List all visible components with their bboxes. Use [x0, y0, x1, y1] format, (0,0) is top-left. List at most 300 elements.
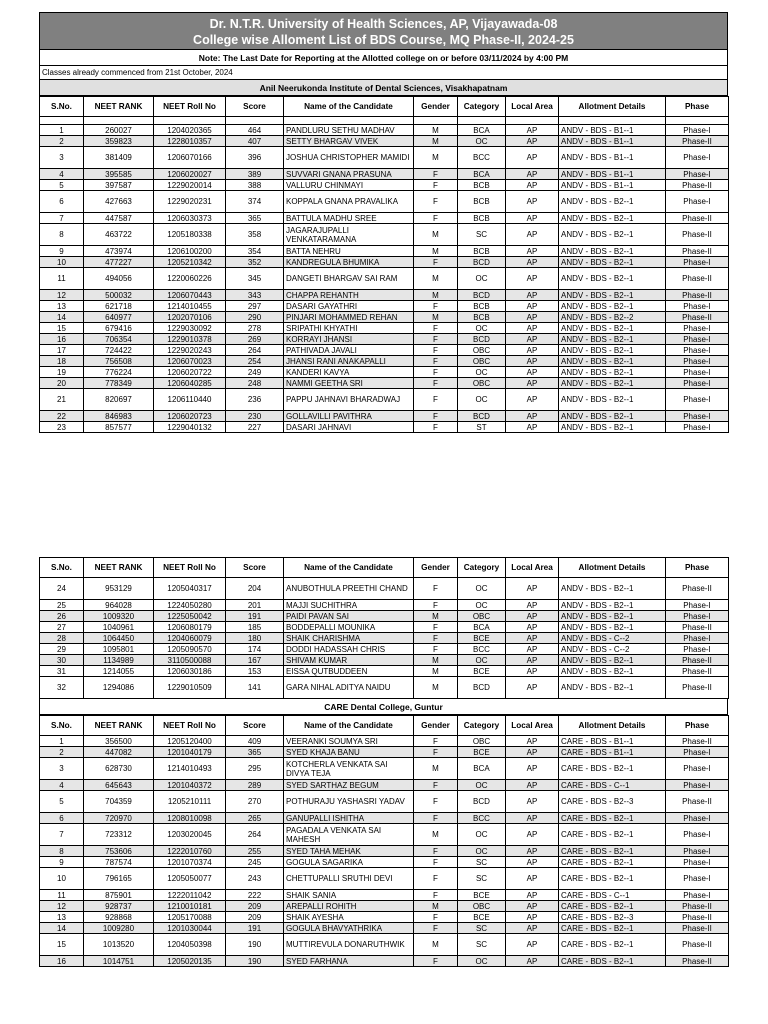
- table-row: [40, 934, 729, 956]
- table-row: [40, 846, 729, 857]
- local-area-header: Local Area: [506, 716, 559, 736]
- candidate-name-cell: BATTA NEHRU: [284, 246, 414, 257]
- candidate-name-cell: PANDLURU SETHU MADHAV: [284, 125, 414, 136]
- neet-rank-cell: 628730: [84, 758, 154, 780]
- category-cell: BCE: [458, 633, 506, 644]
- sno-cell: 18: [40, 356, 84, 367]
- score-cell: 191: [226, 611, 284, 622]
- score-cell: 290: [226, 312, 284, 323]
- neet-rank-cell: 706354: [84, 334, 154, 345]
- roll-no-cell: 1205210342: [154, 257, 226, 268]
- score-cell: 365: [226, 747, 284, 758]
- roll-no-cell: 1220060226: [154, 268, 226, 290]
- candidate-name-cell: JAGARAJUPALLI VENKATARAMANA: [284, 224, 414, 246]
- candidate-name-cell: DODDI HADASSAH CHRIS: [284, 644, 414, 655]
- neet-rank-cell: 776224: [84, 367, 154, 378]
- score-cell: 407: [226, 136, 284, 147]
- allotment-table: [39, 557, 729, 699]
- roll-no-cell: 1201030044: [154, 923, 226, 934]
- sno-cell: 27: [40, 622, 84, 633]
- candidate-name-cell: BATTULA MADHU SREE: [284, 213, 414, 224]
- spacer-cell: [666, 117, 729, 125]
- table-row: [40, 136, 729, 147]
- sno-cell: 1: [40, 736, 84, 747]
- roll-no-cell: 1208010098: [154, 813, 226, 824]
- neet-rank-cell: 447587: [84, 213, 154, 224]
- sno-cell: 11: [40, 268, 84, 290]
- sno-cell: 17: [40, 345, 84, 356]
- score-cell: 396: [226, 147, 284, 169]
- phase-cell: Phase-I: [666, 301, 729, 312]
- candidate-name-cell: MUTTIREVULA DONARUTHWIK: [284, 934, 414, 956]
- gender-cell: F: [414, 846, 458, 857]
- local-area-cell: AP: [506, 868, 559, 890]
- candidate-name-cell: PINJARI MOHAMMED REHAN: [284, 312, 414, 323]
- neet-rank-cell: 1134989: [84, 655, 154, 666]
- candidate-name-cell: JOSHUA CHRISTOPHER MAMIDI: [284, 147, 414, 169]
- category-cell: SC: [458, 857, 506, 868]
- roll-no-cell: 1206030373: [154, 213, 226, 224]
- roll-no-cell: 1204020365: [154, 125, 226, 136]
- sno-cell: 16: [40, 334, 84, 345]
- category-cell: BCD: [458, 411, 506, 422]
- candidate-name-cell: EISSA QUTBUDDEEN: [284, 666, 414, 677]
- local-area-cell: AP: [506, 367, 559, 378]
- neet-rank-cell: 704359: [84, 791, 154, 813]
- local-area-cell: AP: [506, 356, 559, 367]
- sno-cell: 24: [40, 578, 84, 600]
- category-cell: OC: [458, 600, 506, 611]
- category-cell: OC: [458, 367, 506, 378]
- phase-cell: Phase-II: [666, 666, 729, 677]
- local-area-cell: AP: [506, 301, 559, 312]
- category-cell: BCD: [458, 257, 506, 268]
- score-cell: 243: [226, 868, 284, 890]
- local-area-cell: AP: [506, 890, 559, 901]
- roll-no-cell: 1201040179: [154, 747, 226, 758]
- table-row: [40, 191, 729, 213]
- roll-no-cell: 1228010357: [154, 136, 226, 147]
- roll-no-cell: 1206020723: [154, 411, 226, 422]
- candidate-name-cell: KORRAYI JHANSI: [284, 334, 414, 345]
- roll-no-cell: 1206070166: [154, 147, 226, 169]
- category-cell: BCB: [458, 246, 506, 257]
- table-row: [40, 422, 729, 433]
- phase-cell: Phase-II: [666, 246, 729, 257]
- score-cell: 358: [226, 224, 284, 246]
- allotment-cell: CARE - BDS - B2--1: [559, 923, 666, 934]
- candidate-name-cell: BODDEPALLI MOUNIKA: [284, 622, 414, 633]
- neet-rank-cell: 356500: [84, 736, 154, 747]
- category-cell: SC: [458, 224, 506, 246]
- allotment-cell: CARE - BDS - B1--1: [559, 736, 666, 747]
- allotment-cell: ANDV - BDS - B2--1: [559, 378, 666, 389]
- phase-cell: Phase-I: [666, 389, 729, 411]
- college-name: Anil Neerukonda Institute of Dental Sciences, Visakhapatnam: [39, 80, 728, 96]
- allotment-cell: ANDV - BDS - B2--1: [559, 334, 666, 345]
- candidate-name-cell: GOLLAVILLI PAVITHRA: [284, 411, 414, 422]
- sno-cell: 8: [40, 224, 84, 246]
- sno-cell: 12: [40, 901, 84, 912]
- table-header-row: [40, 97, 729, 117]
- phase-cell: Phase-I: [666, 857, 729, 868]
- neet-rank-cell: 724422: [84, 345, 154, 356]
- gender-cell: M: [414, 655, 458, 666]
- allotment-cell: ANDV - BDS - B2--1: [559, 389, 666, 411]
- sno-cell: 25: [40, 600, 84, 611]
- document-header: [39, 12, 728, 50]
- gender-header: Gender: [414, 558, 458, 578]
- gender-cell: F: [414, 923, 458, 934]
- category-cell: BCB: [458, 191, 506, 213]
- category-cell: SC: [458, 934, 506, 956]
- table-row: [40, 125, 729, 136]
- neet-rank-cell: 753606: [84, 846, 154, 857]
- gender-cell: F: [414, 890, 458, 901]
- score-cell: 222: [226, 890, 284, 901]
- roll-no-cell: 1203020045: [154, 824, 226, 846]
- score-cell: 289: [226, 780, 284, 791]
- table-row: [40, 169, 729, 180]
- table-row: [40, 747, 729, 758]
- roll-no-cell: 1225050042: [154, 611, 226, 622]
- candidate-name-cell: SRIPATHI KHYATHI: [284, 323, 414, 334]
- neet-rank-cell: 778349: [84, 378, 154, 389]
- score-cell: 141: [226, 677, 284, 699]
- local-area-cell: AP: [506, 934, 559, 956]
- sno-cell: 7: [40, 213, 84, 224]
- phase-cell: Phase-II: [666, 312, 729, 323]
- table-row: [40, 758, 729, 780]
- phase-cell: Phase-II: [666, 213, 729, 224]
- table-row: [40, 345, 729, 356]
- roll-no-header: NEET Roll No: [154, 716, 226, 736]
- candidate-name-cell: PAGADALA VENKATA SAI MAHESH: [284, 824, 414, 846]
- list-title: College wise Alloment List of BDS Course, MQ Phase-II, 2024-25: [193, 33, 574, 47]
- table-row: [40, 677, 729, 699]
- sno-cell: 5: [40, 791, 84, 813]
- phase-cell: Phase-II: [666, 180, 729, 191]
- score-cell: 409: [226, 736, 284, 747]
- candidate-name-cell: DANGETI BHARGAV SAI RAM: [284, 268, 414, 290]
- score-cell: 343: [226, 290, 284, 301]
- sno-cell: 13: [40, 912, 84, 923]
- score-cell: 254: [226, 356, 284, 367]
- score-cell: 354: [226, 246, 284, 257]
- allotment-cell: ANDV - BDS - B2--2: [559, 312, 666, 323]
- sno-cell: 11: [40, 890, 84, 901]
- allotment-cell: ANDV - BDS - B2--1: [559, 323, 666, 334]
- gender-cell: F: [414, 622, 458, 633]
- category-cell: BCE: [458, 747, 506, 758]
- neet-rank-cell: 928737: [84, 901, 154, 912]
- score-cell: 297: [226, 301, 284, 312]
- local-area-cell: AP: [506, 824, 559, 846]
- phase-header: Phase: [666, 558, 729, 578]
- gender-cell: F: [414, 334, 458, 345]
- category-cell: OC: [458, 655, 506, 666]
- table-row: [40, 411, 729, 422]
- phase-cell: Phase-II: [666, 578, 729, 600]
- phase-cell: Phase-I: [666, 633, 729, 644]
- allotment-cell: ANDV - BDS - B2--1: [559, 290, 666, 301]
- allotment-cell: ANDV - BDS - B2--1: [559, 611, 666, 622]
- phase-cell: Phase-II: [666, 934, 729, 956]
- score-cell: 265: [226, 813, 284, 824]
- category-header: Category: [458, 97, 506, 117]
- local-area-cell: AP: [506, 912, 559, 923]
- college-name: CARE Dental College, Guntur: [39, 699, 728, 715]
- candidate-name-cell: KOPPALA GNANA PRAVALIKA: [284, 191, 414, 213]
- gender-cell: F: [414, 389, 458, 411]
- neet-rank-cell: 723312: [84, 824, 154, 846]
- category-cell: BCC: [458, 644, 506, 655]
- local-area-cell: AP: [506, 312, 559, 323]
- neet-rank-cell: 964028: [84, 600, 154, 611]
- gender-cell: M: [414, 268, 458, 290]
- category-cell: ST: [458, 422, 506, 433]
- table-header-row: [40, 716, 729, 736]
- candidate-name-cell: JHANSI RANI ANAKAPALLI: [284, 356, 414, 367]
- roll-no-cell: 1214010493: [154, 758, 226, 780]
- score-cell: 388: [226, 180, 284, 191]
- gender-header: Gender: [414, 97, 458, 117]
- gender-cell: M: [414, 901, 458, 912]
- sno-header: S.No.: [40, 716, 84, 736]
- sno-cell: 26: [40, 611, 84, 622]
- gender-cell: F: [414, 356, 458, 367]
- local-area-cell: AP: [506, 747, 559, 758]
- phase-cell: Phase-I: [666, 334, 729, 345]
- allotment-cell: CARE - BDS - B2--1: [559, 934, 666, 956]
- gender-cell: M: [414, 246, 458, 257]
- roll-no-cell: 3110500088: [154, 655, 226, 666]
- local-area-cell: AP: [506, 600, 559, 611]
- phase-cell: Phase-I: [666, 323, 729, 334]
- roll-no-cell: 1205040317: [154, 578, 226, 600]
- category-cell: BCE: [458, 666, 506, 677]
- allotment-cell: ANDV - BDS - B1--1: [559, 180, 666, 191]
- phase-cell: Phase-II: [666, 901, 729, 912]
- local-area-cell: AP: [506, 578, 559, 600]
- local-area-cell: AP: [506, 345, 559, 356]
- candidate-name-cell: SHAIK CHARISHMA: [284, 633, 414, 644]
- neet-rank-cell: 1013520: [84, 934, 154, 956]
- score-cell: 245: [226, 857, 284, 868]
- score-header: Score: [226, 716, 284, 736]
- sno-cell: 22: [40, 411, 84, 422]
- gender-cell: M: [414, 758, 458, 780]
- roll-no-cell: 1205120400: [154, 736, 226, 747]
- spacer-cell: [458, 117, 506, 125]
- candidate-name-cell: PAPPU JAHNAVI BHARADWAJ: [284, 389, 414, 411]
- allotment-cell: ANDV - BDS - B2--1: [559, 301, 666, 312]
- category-cell: SC: [458, 868, 506, 890]
- candidate-name-cell: SYED SARTHAZ BEGUM: [284, 780, 414, 791]
- sno-cell: 9: [40, 246, 84, 257]
- phase-header: Phase: [666, 97, 729, 117]
- roll-no-cell: 1229030092: [154, 323, 226, 334]
- candidate-name-cell: NAMMI GEETHA SRI: [284, 378, 414, 389]
- sno-cell: 10: [40, 257, 84, 268]
- candidate-name-header: Name of the Candidate: [284, 558, 414, 578]
- gender-cell: F: [414, 257, 458, 268]
- sno-cell: 23: [40, 422, 84, 433]
- allotment-cell: ANDV - BDS - B2--1: [559, 345, 666, 356]
- score-cell: 345: [226, 268, 284, 290]
- neet-rank-cell: 473974: [84, 246, 154, 257]
- neet-rank-cell: 756508: [84, 356, 154, 367]
- neet-rank-header: NEET RANK: [84, 716, 154, 736]
- score-cell: 230: [226, 411, 284, 422]
- allotment-cell: ANDV - BDS - B2--1: [559, 666, 666, 677]
- neet-rank-cell: 621718: [84, 301, 154, 312]
- candidate-name-cell: CHETTUPALLI SRUTHI DEVI: [284, 868, 414, 890]
- local-area-cell: AP: [506, 213, 559, 224]
- phase-cell: Phase-II: [666, 622, 729, 633]
- gender-cell: F: [414, 301, 458, 312]
- sno-cell: 3: [40, 147, 84, 169]
- sno-cell: 14: [40, 312, 84, 323]
- table-row: [40, 356, 729, 367]
- category-header: Category: [458, 716, 506, 736]
- allotment-cell: ANDV - BDS - B2--1: [559, 600, 666, 611]
- local-area-cell: AP: [506, 378, 559, 389]
- local-area-cell: AP: [506, 655, 559, 666]
- gender-cell: F: [414, 600, 458, 611]
- candidate-name-cell: GOGULA BHAVYATHRIKA: [284, 923, 414, 934]
- category-cell: OC: [458, 578, 506, 600]
- sno-cell: 30: [40, 655, 84, 666]
- table-row: [40, 824, 729, 846]
- gender-cell: M: [414, 312, 458, 323]
- phase-cell: Phase-II: [666, 923, 729, 934]
- table-row: [40, 857, 729, 868]
- neet-rank-cell: 640977: [84, 312, 154, 323]
- gender-cell: F: [414, 411, 458, 422]
- score-cell: 264: [226, 824, 284, 846]
- neet-rank-cell: 260027: [84, 125, 154, 136]
- local-area-cell: AP: [506, 677, 559, 699]
- roll-no-cell: 1229020243: [154, 345, 226, 356]
- roll-no-cell: 1205170088: [154, 912, 226, 923]
- category-cell: BCD: [458, 290, 506, 301]
- local-area-cell: AP: [506, 246, 559, 257]
- roll-no-cell: 1214010455: [154, 301, 226, 312]
- candidate-name-header: Name of the Candidate: [284, 716, 414, 736]
- local-area-cell: AP: [506, 791, 559, 813]
- candidate-name-cell: POTHURAJU YASHASRI YADAV: [284, 791, 414, 813]
- allotment-cell: ANDV - BDS - B2--1: [559, 367, 666, 378]
- phase-cell: Phase-I: [666, 257, 729, 268]
- candidate-name-cell: SYED TAHA MEHAK: [284, 846, 414, 857]
- candidate-name-cell: DASARI JAHNAVI: [284, 422, 414, 433]
- neet-rank-cell: 796165: [84, 868, 154, 890]
- phase-cell: Phase-I: [666, 345, 729, 356]
- category-cell: BCA: [458, 169, 506, 180]
- spacer-cell: [226, 117, 284, 125]
- local-area-cell: AP: [506, 633, 559, 644]
- table-row: [40, 389, 729, 411]
- phase-cell: Phase-I: [666, 600, 729, 611]
- allotment-cell: ANDV - BDS - B2--1: [559, 191, 666, 213]
- spacer-cell: [40, 117, 84, 125]
- local-area-cell: AP: [506, 290, 559, 301]
- allotment-cell: CARE - BDS - B2--1: [559, 956, 666, 967]
- table-row: [40, 378, 729, 389]
- header-spacer-row: [40, 117, 729, 125]
- table-row: [40, 224, 729, 246]
- local-area-cell: AP: [506, 268, 559, 290]
- allotment-cell: CARE - BDS - B2--1: [559, 857, 666, 868]
- phase-cell: Phase-II: [666, 956, 729, 967]
- gender-cell: M: [414, 611, 458, 622]
- local-area-cell: AP: [506, 136, 559, 147]
- neet-rank-header: NEET RANK: [84, 97, 154, 117]
- allotment-cell: ANDV - BDS - B2--1: [559, 578, 666, 600]
- local-area-cell: AP: [506, 389, 559, 411]
- gender-cell: F: [414, 345, 458, 356]
- neet-rank-cell: 846983: [84, 411, 154, 422]
- neet-rank-cell: 500032: [84, 290, 154, 301]
- table-row: [40, 301, 729, 312]
- score-cell: 185: [226, 622, 284, 633]
- gender-cell: M: [414, 224, 458, 246]
- score-cell: 295: [226, 758, 284, 780]
- allotment-cell: CARE - BDS - B2--3: [559, 912, 666, 923]
- phase-cell: Phase-I: [666, 367, 729, 378]
- local-area-cell: AP: [506, 180, 559, 191]
- candidate-name-cell: SETTY BHARGAV VIVEK: [284, 136, 414, 147]
- sno-cell: 14: [40, 923, 84, 934]
- category-cell: BCD: [458, 791, 506, 813]
- neet-rank-cell: 875901: [84, 890, 154, 901]
- candidate-name-cell: MAJJI SUCHITHRA: [284, 600, 414, 611]
- local-area-cell: AP: [506, 644, 559, 655]
- table-row: [40, 312, 729, 323]
- sno-cell: 31: [40, 666, 84, 677]
- neet-rank-cell: 820697: [84, 389, 154, 411]
- phase-cell: Phase-I: [666, 169, 729, 180]
- gender-cell: M: [414, 290, 458, 301]
- phase-cell: Phase-I: [666, 813, 729, 824]
- gender-cell: F: [414, 191, 458, 213]
- phase-cell: Phase-I: [666, 644, 729, 655]
- neet-rank-cell: 953129: [84, 578, 154, 600]
- candidate-name-cell: SHAIK SANIA: [284, 890, 414, 901]
- table-row: [40, 666, 729, 677]
- table-row: [40, 257, 729, 268]
- neet-rank-cell: 1214055: [84, 666, 154, 677]
- neet-rank-cell: 381409: [84, 147, 154, 169]
- phase-cell: Phase-I: [666, 747, 729, 758]
- gender-cell: F: [414, 780, 458, 791]
- table-row: [40, 956, 729, 967]
- category-cell: BCB: [458, 301, 506, 312]
- sno-cell: 8: [40, 846, 84, 857]
- allotment-cell: CARE - BDS - B2--1: [559, 901, 666, 912]
- phase-cell: Phase-II: [666, 791, 729, 813]
- candidate-name-cell: SYED KHAJA BANU: [284, 747, 414, 758]
- phase-header: Phase: [666, 716, 729, 736]
- category-cell: BCA: [458, 125, 506, 136]
- local-area-cell: AP: [506, 334, 559, 345]
- sno-cell: 15: [40, 934, 84, 956]
- sno-cell: 5: [40, 180, 84, 191]
- roll-no-cell: 1222010760: [154, 846, 226, 857]
- score-cell: 201: [226, 600, 284, 611]
- candidate-name-cell: KANDERI KAVYA: [284, 367, 414, 378]
